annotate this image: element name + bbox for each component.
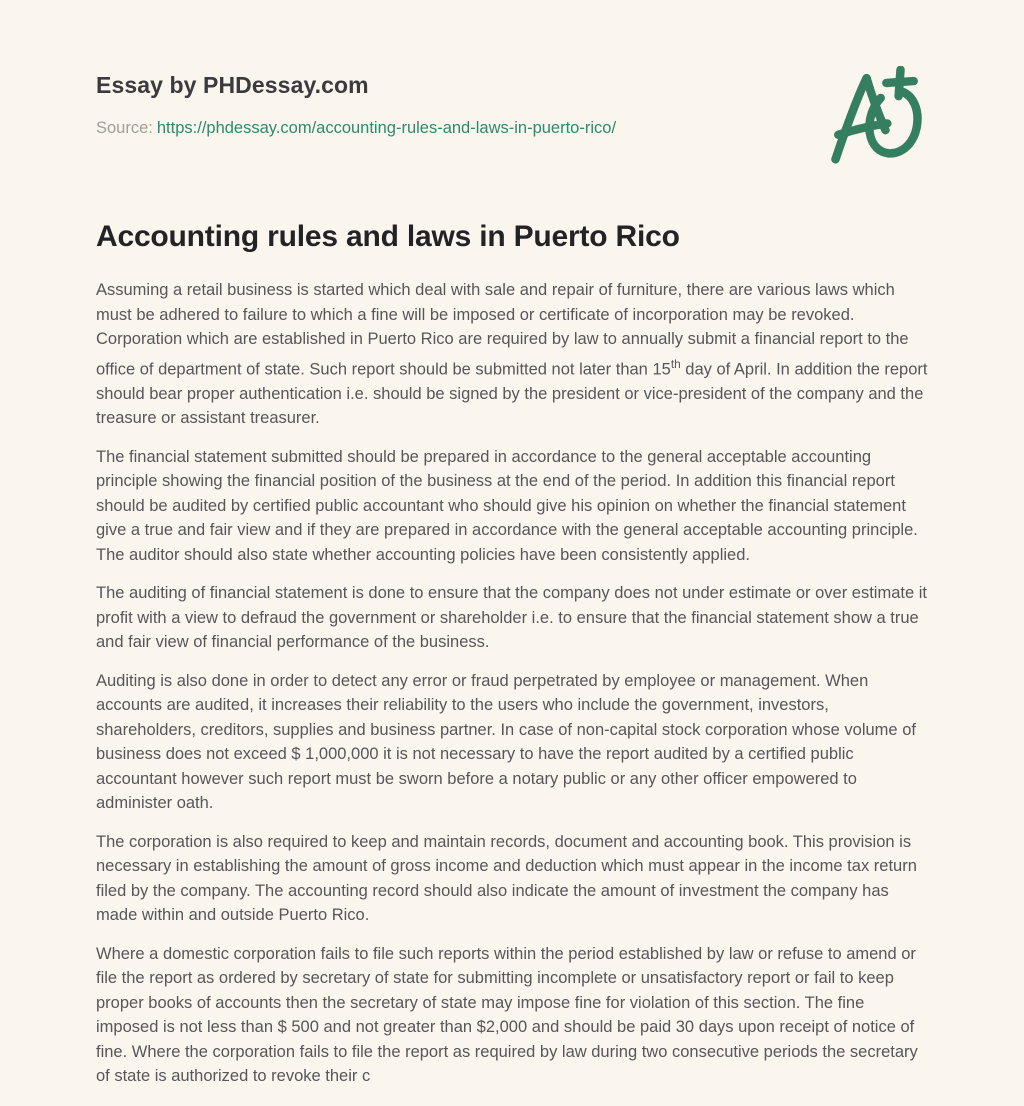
source-url-link[interactable]: https://phdessay.com/accounting-rules-and-laws-in-puerto-rico/ <box>156 119 617 137</box>
superscript: th <box>670 356 681 371</box>
article-body <box>96 278 928 1089</box>
article-title: Accounting rules and laws in Puerto Rico <box>96 220 680 253</box>
page-header <box>96 0 928 164</box>
paragraph: Auditing is also done in order to detect any error or fraud perpetrated by employee or management. When accounts are audited, it increases their reliability to the users who include the government, investors, shareholders, creditors, supplies and business partner. In case of non-capital stock corporation whose volume of business does not exceed $ 1,000,000 it is not necessary to have the report audited by a certified public accountant however such report must be sworn before a notary public or any other officer empowered to administer oath. <box>96 671 916 812</box>
byline: Essay by PHDessay.com <box>96 72 369 98</box>
a-plus-logo-icon <box>824 66 928 164</box>
paragraph: The financial statement submitted should be prepared in accordance to the general acceptable accounting principle showing the financial position of the business at the end of the period. In addition this financial report should be audited by certified public accountant who should give his opinion on whether the financial statement give a true and fair view and if they are prepared in accordance with the general acceptable accounting principle. The auditor should also state whether accounting policies have been consistently applied. <box>96 447 918 564</box>
paragraph: The auditing of financial statement is done to ensure that the company does not under estimate or over estimate it profit with a view to defraud the government or shareholder i.e. to ensure that the financial statement show a true and fair view of financial performance of the business. <box>96 584 927 651</box>
header-text-block <box>96 72 616 138</box>
source-label: Source: <box>96 119 153 137</box>
paragraph: Assuming a retail business is started which deal with sale and repair of furniture, there are various laws which must be adhered to failure to which a fine will be imposed or certificate of incorporation may be revoked. Corporation which are established in Puerto Rico are required by law to annually submit a financial report to the office of department of state. Such report should be submitted not later than 15th day of April. In addition the report should bear proper authentication i.e. should be signed by the president or vice-president of the company and the treasure or assistant treasurer. <box>96 281 928 427</box>
paragraph: The corporation is also required to keep and maintain records, document and accounting book. This provision is necessary in establishing the amount of gross income and deduction which must appear in the income tax return filed by the company. The accounting record should also indicate the amount of investment the company has made within and outside Puerto Rico. <box>96 832 917 924</box>
source-line <box>96 119 616 138</box>
phdessay-logo <box>824 66 928 164</box>
paragraph: Where a domestic corporation fails to file such reports within the period established by law or refuse to amend or file the report as ordered by secretary of state for submitting incomplete or unsatisfactory report or fail to keep proper books of accounts then the secretary of state may impose fine for violation of this section. The fine imposed is not less than $ 500 and not greater than $2,000 and should be paid 30 days upon receipt of notice of fine. Where the corporation fails to file the report as required by law during two consecutive periods the secretary of state is authorized to revoke their c <box>96 944 918 1085</box>
